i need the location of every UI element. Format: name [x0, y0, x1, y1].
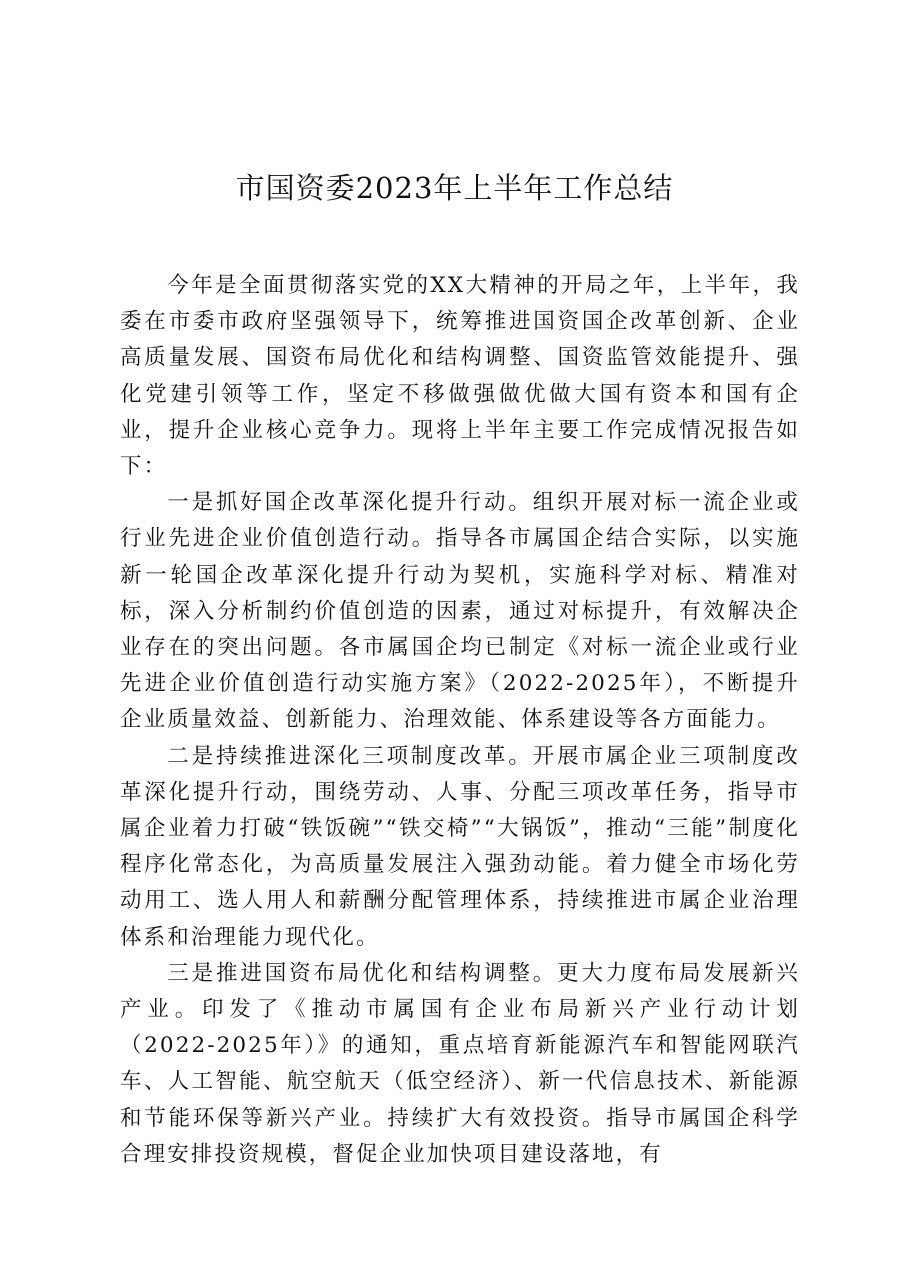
document-title: 市国资委2023年上半年工作总结 — [235, 171, 674, 205]
paragraph-point-one: 一是抓好国企改革深化提升行动。组织开展对标一流企业或行业先进企业价值创造行动。指导各市属国企结合实际，以实施新一轮国企改革深化提升行动为契机，实施科学对标、精准对标，深入分析制约价值创造的因素，通过对标提升，有效解决企业存在的突出问题。各市属国企均已制定《对标一流企业或行业先进企业价值创造行动实施方案》（2022-2025年），不断提升企业质量效益、创新能力、治理效能、体系建设等各方面能力。 — [120, 490, 800, 733]
paragraph-point-three: 三是推进国资布局优化和结构调整。更大力度布局发展新兴产业。印发了《推动市属国有企业布局新兴产业行动计划（2022-2025年）》的通知，重点培育新能源汽车和智能网联汽车、人工智能、航空航天（低空经济）、新一代信息技术、新能源和节能环保等新兴产业。持续扩大有效投资。指导市属国企科学合理安排投资规模，督促企业加快项目建设落地，有 — [120, 960, 800, 1167]
paragraph-intro: 今年是全面贯彻落实党的XX大精神的开局之年，上半年，我委在市委市政府坚强领导下，统筹推进国资国企改革创新、企业高质量发展、国资布局优化和结构调整、国资监管效能提升、强化党建引领等工作，坚定不移做强做优做大国有资本和国有企业，提升企业核心竞争力。现将上半年主要工作完成情况报告如下： — [120, 273, 800, 480]
paragraph-point-two: 二是持续推进深化三项制度改革。开展市属企业三项制度改革深化提升行动，围绕劳动、人事、分配三项改革任务，指导市属企业着力打破“铁饭碗”“铁交椅”“大锅饭”，推动“三能”制度化程序化常态化，为高质量发展注入强劲动能。着力健全市场化劳动用工、选人用人和薪酬分配管理体系，持续推进市属企业治理体系和治理能力现代化。 — [120, 743, 800, 950]
document-body — [120, 268, 800, 1173]
